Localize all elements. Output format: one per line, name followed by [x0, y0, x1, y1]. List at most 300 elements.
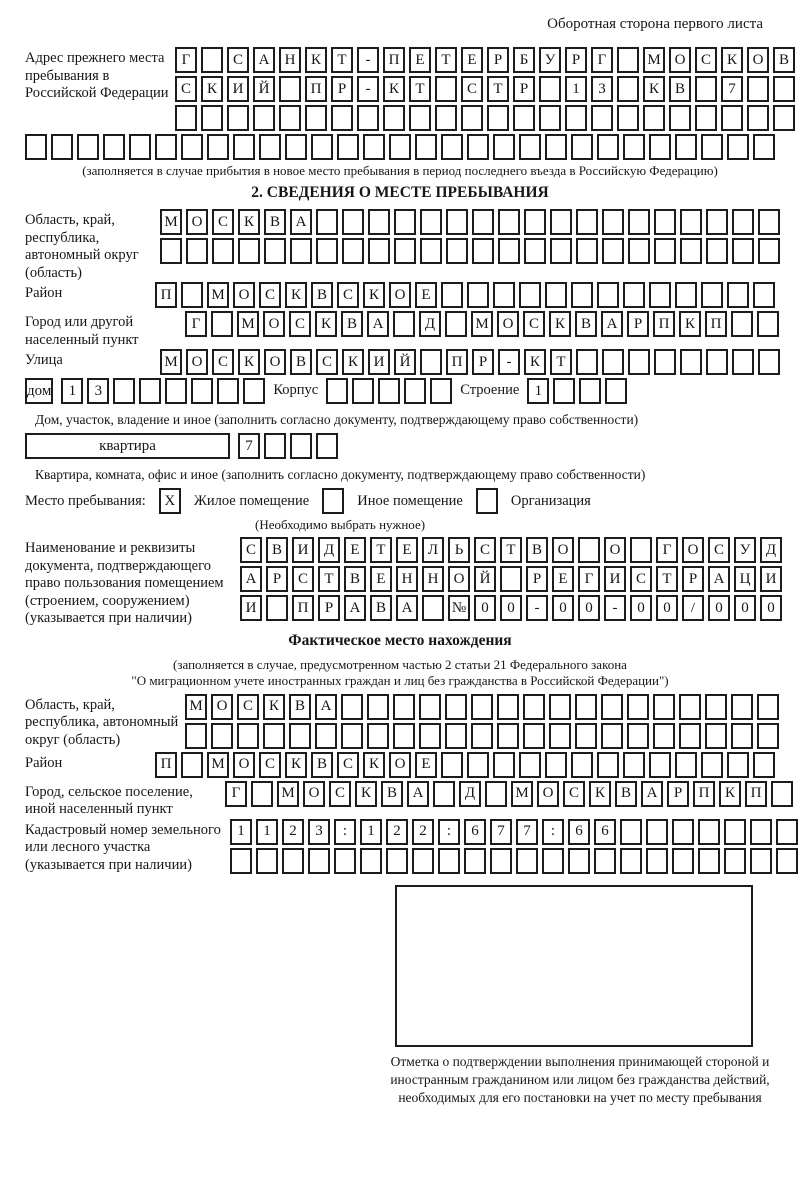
char-cell [422, 595, 444, 621]
char-cell [285, 134, 307, 160]
char-cell: К [285, 282, 307, 308]
char-cell: И [292, 537, 314, 563]
char-cell [498, 238, 520, 264]
char-cell: С [695, 47, 717, 73]
char-cell: Н [422, 566, 444, 592]
char-cell [757, 694, 779, 720]
char-cell [266, 595, 288, 621]
char-cell [415, 134, 437, 160]
char-cell: И [240, 595, 262, 621]
char-cell [394, 209, 416, 235]
char-cell: О [682, 537, 704, 563]
char-cell [757, 311, 779, 337]
char-cell: П [155, 752, 177, 778]
char-cell [357, 105, 379, 131]
char-cell [243, 378, 265, 404]
char-cell: 7 [721, 76, 743, 102]
fact-location-note-2: "О миграционном учете иностранных граждан и лиц без гражданства в Российской Федерации") [131, 672, 669, 688]
kvartira-type-box: квартира [25, 433, 230, 459]
char-cell: Й [394, 349, 416, 375]
char-cell: С [523, 311, 545, 337]
fact-oblast-label: Область, край, республика, автономный округ (область) [25, 696, 179, 748]
char-cell: К [383, 76, 405, 102]
korpus-row [326, 378, 452, 404]
char-cell [646, 819, 668, 845]
char-cell [282, 848, 304, 874]
char-cell [680, 209, 702, 235]
kadastr-row-1 [230, 819, 798, 845]
char-cell: Т [370, 537, 392, 563]
char-cell: В [290, 349, 312, 375]
fact-location-note-1: (заполняется в случае, предусмотренном частью 2 статьи 21 Федерального закона [173, 656, 627, 672]
char-cell: 0 [552, 595, 574, 621]
char-cell: П [705, 311, 727, 337]
char-cell [186, 238, 208, 264]
char-cell [623, 282, 645, 308]
char-cell [316, 209, 338, 235]
char-cell [409, 105, 431, 131]
checkbox-organizatsiya[interactable] [476, 488, 498, 514]
char-cell [435, 76, 457, 102]
prev-address-row-1 [175, 47, 795, 73]
char-cell [393, 311, 415, 337]
char-cell: Й [474, 566, 496, 592]
char-cell [545, 282, 567, 308]
char-cell: С [337, 282, 359, 308]
char-cell: М [160, 209, 182, 235]
char-cell [747, 105, 769, 131]
char-cell [290, 238, 312, 264]
char-cell: Д [459, 781, 481, 807]
char-cell [579, 378, 601, 404]
char-cell: 0 [474, 595, 496, 621]
char-cell: О [747, 47, 769, 73]
document-block [25, 537, 775, 628]
char-cell [732, 209, 754, 235]
char-cell: К [589, 781, 611, 807]
char-cell: 7 [490, 819, 512, 845]
prev-address-block [25, 47, 789, 134]
char-cell [649, 282, 671, 308]
char-cell [524, 238, 546, 264]
char-cell [549, 723, 571, 749]
char-cell [139, 378, 161, 404]
char-cell: В [669, 76, 691, 102]
fact-raion-block [25, 752, 775, 781]
checkbox-zhiloe[interactable]: X [159, 488, 181, 514]
char-cell [620, 848, 642, 874]
char-cell [485, 781, 507, 807]
char-cell [441, 134, 463, 160]
char-cell: : [542, 819, 564, 845]
prev-address-cells [175, 47, 795, 134]
char-cell: : [438, 819, 460, 845]
char-cell [217, 378, 239, 404]
char-cell [653, 694, 675, 720]
fact-location-title: Фактическое место нахождения [288, 631, 512, 649]
char-cell [419, 694, 441, 720]
char-cell [337, 134, 359, 160]
char-cell [627, 694, 649, 720]
char-cell [461, 105, 483, 131]
char-cell [672, 848, 694, 874]
char-cell: К [549, 311, 571, 337]
char-cell [675, 752, 697, 778]
char-cell: М [237, 311, 259, 337]
char-cell [378, 378, 400, 404]
dom-block [25, 378, 775, 407]
char-cell: С [212, 349, 234, 375]
char-cell: Б [513, 47, 535, 73]
char-cell: М [511, 781, 533, 807]
char-cell [331, 105, 353, 131]
char-cell [394, 238, 416, 264]
char-cell: О [669, 47, 691, 73]
char-cell: М [185, 694, 207, 720]
char-cell [212, 238, 234, 264]
char-cell [175, 105, 197, 131]
oblast-cells [160, 209, 780, 267]
char-cell: Р [627, 311, 649, 337]
char-cell [263, 723, 285, 749]
char-cell: 0 [734, 595, 756, 621]
char-cell [487, 105, 509, 131]
char-cell: О [303, 781, 325, 807]
dom-number-row [61, 378, 265, 404]
char-cell: О [604, 537, 626, 563]
char-cell [591, 105, 613, 131]
kadastr-block [25, 819, 775, 877]
char-cell [519, 752, 541, 778]
char-cell [490, 848, 512, 874]
prev-address-row-3 [175, 105, 795, 131]
char-cell [251, 781, 273, 807]
document-label: Наименование и реквизиты документа, подтверждающего право пользования помещением (строением, сооружением) (указывается при наличии) [25, 540, 224, 626]
char-cell [727, 134, 749, 160]
char-cell: О [233, 752, 255, 778]
char-cell: Н [396, 566, 418, 592]
char-cell: К [363, 752, 385, 778]
char-cell [649, 134, 671, 160]
char-cell [649, 752, 671, 778]
char-cell [571, 282, 593, 308]
char-cell [519, 134, 541, 160]
raion-label: Район [25, 285, 63, 301]
char-cell: П [653, 311, 675, 337]
char-cell: Г [656, 537, 678, 563]
char-cell [731, 723, 753, 749]
char-cell: О [389, 282, 411, 308]
char-cell [524, 209, 546, 235]
char-cell: П [305, 76, 327, 102]
char-cell [305, 105, 327, 131]
char-cell [472, 209, 494, 235]
char-cell: 6 [594, 819, 616, 845]
char-cell [181, 752, 203, 778]
char-cell [706, 238, 728, 264]
char-cell: Е [552, 566, 574, 592]
stroenie-row [527, 378, 627, 404]
char-cell [316, 238, 338, 264]
char-cell: П [745, 781, 767, 807]
char-cell [701, 134, 723, 160]
kadastr-cells [230, 819, 798, 877]
char-cell: М [277, 781, 299, 807]
document-row-3 [240, 595, 782, 621]
char-cell: 7 [238, 433, 260, 459]
char-cell [441, 282, 463, 308]
char-cell [776, 848, 798, 874]
char-cell [773, 76, 795, 102]
char-cell: У [734, 537, 756, 563]
char-cell: Л [422, 537, 444, 563]
stamp-area [395, 885, 753, 1047]
char-cell: 0 [760, 595, 782, 621]
char-cell [315, 723, 337, 749]
char-cell [753, 134, 775, 160]
fact-oblast-block [25, 694, 775, 752]
char-cell [758, 209, 780, 235]
char-cell: Ц [734, 566, 756, 592]
char-cell: О [552, 537, 574, 563]
char-cell [757, 723, 779, 749]
char-cell [617, 47, 639, 73]
char-cell [367, 723, 389, 749]
page-side-title: Оборотная сторона первого листа [547, 16, 763, 32]
char-cell [227, 105, 249, 131]
char-cell: Д [419, 311, 441, 337]
char-cell [201, 47, 223, 73]
char-cell [675, 134, 697, 160]
char-cell [311, 134, 333, 160]
char-cell [433, 781, 455, 807]
char-cell [773, 105, 795, 131]
char-cell: А [601, 311, 623, 337]
raion-row [155, 282, 775, 308]
char-cell [513, 105, 535, 131]
char-cell: 1 [360, 819, 382, 845]
char-cell: В [615, 781, 637, 807]
char-cell: В [341, 311, 363, 337]
document-row-2 [240, 566, 782, 592]
char-cell [211, 723, 233, 749]
kvartira-note: Квартира, комната, офис и иное (заполнить согласно документу, подтверждающему право собственности) [35, 467, 646, 482]
char-cell [747, 76, 769, 102]
char-cell: К [285, 752, 307, 778]
char-cell [701, 752, 723, 778]
char-cell [602, 209, 624, 235]
char-cell: Е [415, 282, 437, 308]
char-cell [493, 752, 515, 778]
char-cell [404, 378, 426, 404]
char-cell [758, 349, 780, 375]
char-cell: Р [331, 76, 353, 102]
char-cell: С [563, 781, 585, 807]
char-cell: К [315, 311, 337, 337]
char-cell [731, 694, 753, 720]
char-cell [597, 134, 619, 160]
char-cell [386, 848, 408, 874]
checkbox-inoe[interactable] [322, 488, 344, 514]
char-cell [675, 282, 697, 308]
char-cell [732, 238, 754, 264]
char-cell [620, 819, 642, 845]
char-cell: Т [550, 349, 572, 375]
char-cell: Н [279, 47, 301, 73]
kvartira-number-row [238, 433, 338, 459]
char-cell [341, 694, 363, 720]
char-cell [289, 723, 311, 749]
char-cell: В [773, 47, 795, 73]
char-cell [679, 694, 701, 720]
char-cell: Р [318, 595, 340, 621]
char-cell [497, 723, 519, 749]
char-cell: 0 [500, 595, 522, 621]
char-cell: Е [461, 47, 483, 73]
char-cell [368, 209, 390, 235]
char-cell [750, 819, 772, 845]
char-cell [165, 378, 187, 404]
char-cell [571, 134, 593, 160]
char-cell: О [264, 349, 286, 375]
section2-title: 2. СВЕДЕНИЯ О МЕСТЕ ПРЕБЫВАНИЯ [251, 184, 549, 201]
char-cell: : [334, 819, 356, 845]
gorod-row [185, 311, 779, 337]
char-cell: 1 [527, 378, 549, 404]
char-cell: С [630, 566, 652, 592]
char-cell: Р [513, 76, 535, 102]
prev-address-row-4 [25, 134, 775, 160]
char-cell [519, 282, 541, 308]
char-cell [672, 819, 694, 845]
char-cell: А [253, 47, 275, 73]
char-cell [103, 134, 125, 160]
char-cell [727, 282, 749, 308]
prev-address-label: Адрес прежнего места пребывания в Российской Федерации [25, 50, 169, 101]
char-cell [326, 378, 348, 404]
char-cell [155, 134, 177, 160]
char-cell: - [357, 76, 379, 102]
char-cell: А [367, 311, 389, 337]
char-cell [628, 349, 650, 375]
char-cell: Р [565, 47, 587, 73]
char-cell [602, 349, 624, 375]
char-cell: С [292, 566, 314, 592]
oblast-row-1 [160, 209, 780, 235]
char-cell: Т [656, 566, 678, 592]
char-cell [25, 134, 47, 160]
char-cell [523, 694, 545, 720]
char-cell: К [643, 76, 665, 102]
char-cell [113, 378, 135, 404]
char-cell [594, 848, 616, 874]
char-cell [383, 105, 405, 131]
fact-oblast-cells [185, 694, 779, 752]
char-cell [680, 349, 702, 375]
fact-gorod-label: Город, сельское поселение, иной населенный пункт [25, 783, 193, 817]
char-cell: С [708, 537, 730, 563]
char-cell [617, 105, 639, 131]
char-cell: А [708, 566, 730, 592]
char-cell [617, 76, 639, 102]
char-cell: О [537, 781, 559, 807]
char-cell [185, 723, 207, 749]
char-cell [545, 134, 567, 160]
char-cell [77, 134, 99, 160]
char-cell [628, 209, 650, 235]
prev-address-note: (заполняется в случае прибытия в новое место пребывания в период последнего въезда в Российскую Федерацию) [82, 163, 718, 178]
char-cell [753, 752, 775, 778]
char-cell: К [721, 47, 743, 73]
char-cell: М [207, 752, 229, 778]
char-cell [360, 848, 382, 874]
char-cell [342, 238, 364, 264]
char-cell [51, 134, 73, 160]
char-cell [753, 282, 775, 308]
char-cell: Т [435, 47, 457, 73]
char-cell [643, 105, 665, 131]
char-cell: Р [526, 566, 548, 592]
char-cell [727, 752, 749, 778]
char-cell [706, 209, 728, 235]
char-cell [724, 819, 746, 845]
char-cell [628, 238, 650, 264]
char-cell: К [238, 209, 260, 235]
fact-gorod-block [25, 781, 775, 819]
char-cell [627, 723, 649, 749]
char-cell: О [211, 694, 233, 720]
char-cell [550, 238, 572, 264]
char-cell [352, 378, 374, 404]
kvartira-block [25, 433, 775, 462]
fact-raion-row [155, 752, 775, 778]
char-cell: К [342, 349, 364, 375]
char-cell [441, 752, 463, 778]
char-cell: О [448, 566, 470, 592]
char-cell [412, 848, 434, 874]
char-cell: О [186, 349, 208, 375]
char-cell [601, 723, 623, 749]
dom-type-box: дом [25, 378, 53, 404]
char-cell [654, 238, 676, 264]
checkbox-inoe-label: Иное помещение [357, 492, 463, 509]
char-cell [542, 848, 564, 874]
char-cell [438, 848, 460, 874]
char-cell [367, 694, 389, 720]
mesto-prebyvaniya-block [25, 488, 775, 514]
char-cell [445, 311, 467, 337]
char-cell: К [305, 47, 327, 73]
char-cell [669, 105, 691, 131]
oblast-label: Область, край, республика, автономный округ (область) [25, 212, 139, 281]
char-cell: С [259, 282, 281, 308]
char-cell: В [266, 537, 288, 563]
char-cell [576, 349, 598, 375]
char-cell [464, 848, 486, 874]
char-cell: Г [185, 311, 207, 337]
char-cell [471, 694, 493, 720]
char-cell: К [719, 781, 741, 807]
gorod-label: Город или другой населенный пункт [25, 314, 139, 348]
char-cell: Р [487, 47, 509, 73]
char-cell: 1 [256, 819, 278, 845]
mesto-label: Место пребывания: [25, 492, 146, 509]
char-cell: 1 [61, 378, 83, 404]
char-cell [467, 134, 489, 160]
char-cell [576, 209, 598, 235]
char-cell [750, 848, 772, 874]
char-cell [516, 848, 538, 874]
